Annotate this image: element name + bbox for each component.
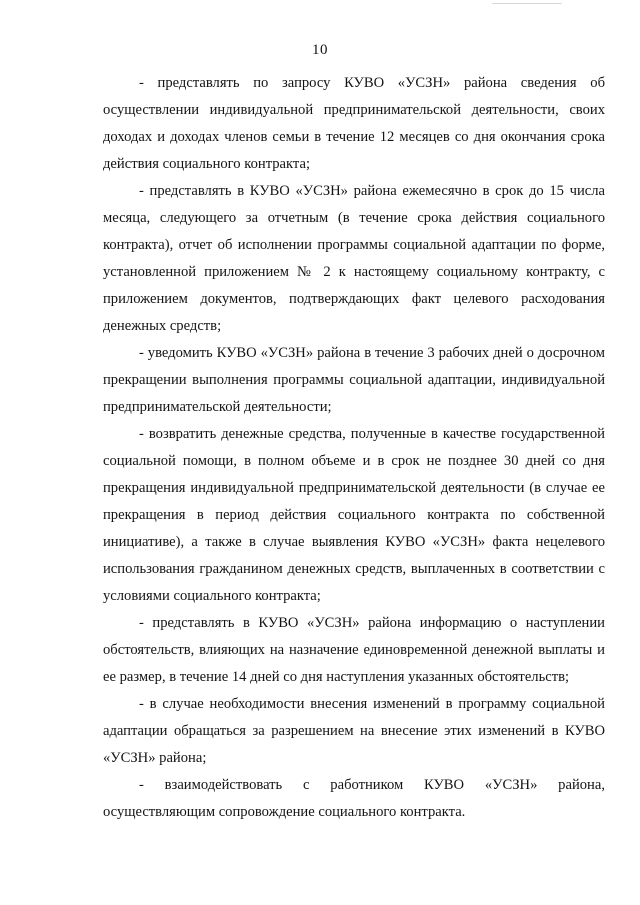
paragraph-refund-funds: - возвратить денежные средства, полученные в качестве государственной социальной помощи, в полном объеме и в срок не позднее 30 дней со дня прекращения индивидуальной предпринимательской деятельности (в случае ее прекращения в период действия социального контракта по собственной инициативе), а также в случае выявления КУВО «УСЗН» факта нецелевого использования гражданином денежных средств, выплаченных в соответствии с условиями социального контракта; [103,426,605,604]
paragraph-program-changes: - в случае необходимости внесения изменений в программу социальной адаптации обращаться за разрешением на внесение этих изменений в КУВО «УСЗН» района; [103,696,605,766]
body-text [103,70,605,826]
scan-edge-mark [492,3,562,4]
paragraph-circumstances-info: - представлять в КУВО «УСЗН» района информацию о наступлении обстоятельств, влияющих на назначение единовременной денежной выплаты и ее размер, в течение 14 дней со дня наступления указанных обстоятельств; [103,615,605,685]
page-number: 10 [312,42,328,58]
paragraph-report-income: - представлять по запросу КУВО «УСЗН» района сведения об осуществлении индивидуальной предпринимательской деятельности, своих доходах и доходах членов семьи в течение 12 месяцев со дня окончания срока действия социального контракта; [103,75,605,172]
paragraph-monthly-report: - представлять в КУВО «УСЗН» района ежемесячно в срок до 15 числа месяца, следующего за отчетным (в течение срока действия социального контракта), отчет об исполнении программы социальной адаптации по форме, установленной приложением № 2 к настоящему социальному контракту, с приложением документов, подтверждающих факт целевого расходования денежных средств; [103,183,605,334]
paragraph-cooperate-worker: - взаимодействовать с работником КУВО «УСЗН» района, осуществляющим сопровождение социального контракта. [103,777,605,820]
paragraph-early-termination-notice: - уведомить КУВО «УСЗН» района в течение 3 рабочих дней о досрочном прекращении выполнения программы социальной адаптации, индивидуальной предпринимательской деятельности; [103,345,605,415]
